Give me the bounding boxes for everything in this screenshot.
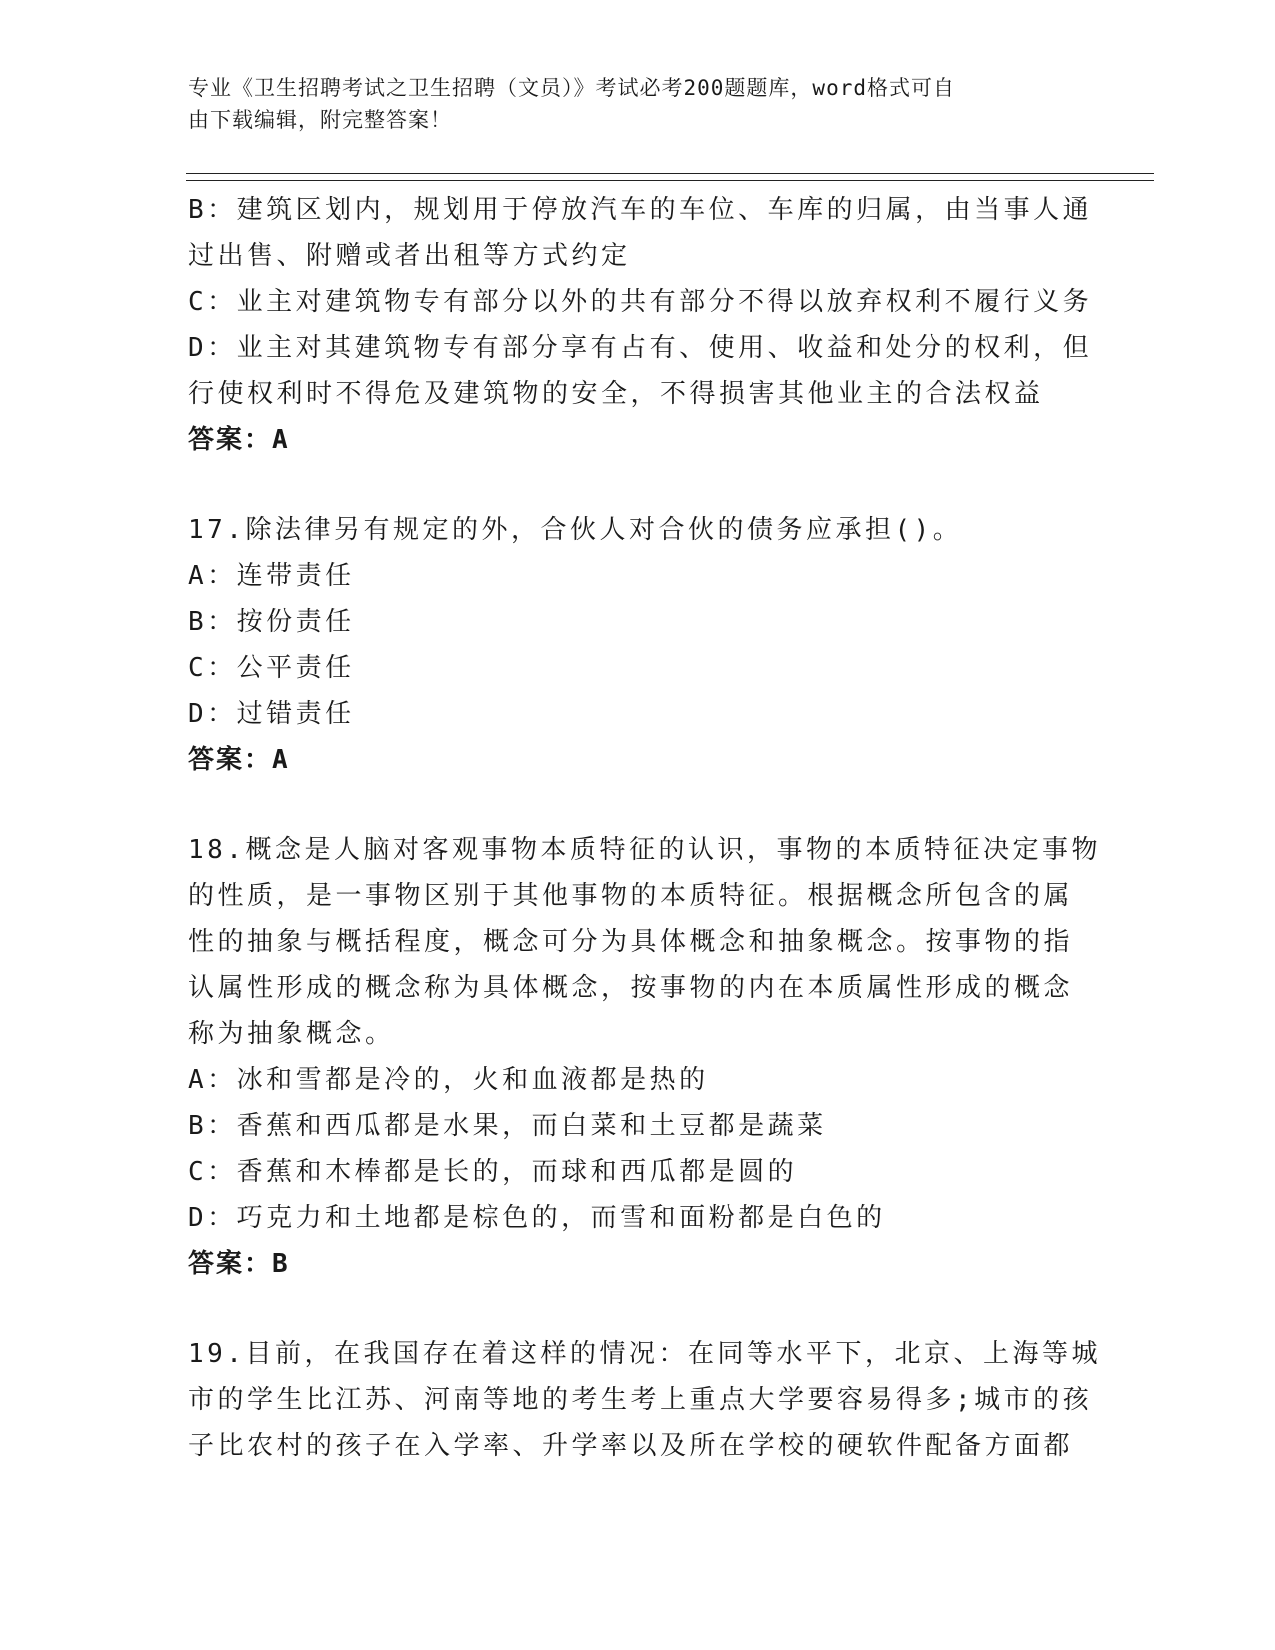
option-b: B：香蕉和西瓜都是水果，而白菜和土豆都是蔬菜 — [188, 1111, 827, 1141]
answer-label: 答案：A — [188, 425, 290, 455]
question-stem: 17.除法律另有规定的外，合伙人对合伙的债务应承担()。 — [188, 515, 963, 545]
option-a: A：冰和雪都是冷的，火和血液都是热的 — [188, 1065, 709, 1095]
question-list — [188, 187, 1101, 1469]
document-header — [188, 72, 1068, 136]
header-rule-bottom — [186, 180, 1154, 181]
question-stem-line: 称为抽象概念。 — [188, 1019, 395, 1049]
option-d: D：过错责任 — [188, 699, 355, 729]
header-rule-top — [186, 173, 1154, 174]
answer-label: 答案：A — [188, 745, 290, 775]
question-stem-line: 19.目前，在我国存在着这样的情况：在同等水平下，北京、上海等城 — [188, 1339, 1101, 1369]
header-line: 由下载编辑，附完整答案！ — [188, 108, 452, 132]
option-d: D：巧克力和土地都是棕色的，而雪和面粉都是白色的 — [188, 1203, 886, 1233]
question-16 — [188, 187, 1093, 463]
spacer — [188, 783, 1088, 827]
question-19 — [188, 1331, 1101, 1469]
question-stem-line: 认属性形成的概念称为具体概念，按事物的内在本质属性形成的概念 — [188, 973, 1074, 1003]
question-stem-line: 子比农村的孩子在入学率、升学率以及所在学校的硬软件配备方面都 — [188, 1431, 1074, 1461]
spacer — [188, 463, 1088, 507]
answer-label: 答案：B — [188, 1249, 290, 1279]
option-d-line: D：业主对其建筑物专有部分享有占有、使用、收益和处分的权利，但 — [188, 333, 1093, 363]
option-b-line: 过出售、附赠或者出租等方式约定 — [188, 241, 631, 271]
question-stem-line: 18.概念是人脑对客观事物本质特征的认识，事物的本质特征决定事物 — [188, 835, 1101, 865]
option-c-line: C：业主对建筑物专有部分以外的共有部分不得以放弃权利不履行义务 — [188, 287, 1093, 317]
option-d-line: 行使权利时不得危及建筑物的安全，不得损害其他业主的合法权益 — [188, 379, 1044, 409]
question-stem-line: 的性质，是一事物区别于其他事物的本质特征。根据概念所包含的属 — [188, 881, 1074, 911]
option-a: A：连带责任 — [188, 561, 355, 591]
option-c: C：公平责任 — [188, 653, 355, 683]
option-b-line: B：建筑区划内，规划用于停放汽车的车位、车库的归属，由当事人通 — [188, 195, 1093, 225]
question-17 — [188, 507, 1088, 783]
question-stem-line: 性的抽象与概括程度，概念可分为具体概念和抽象概念。按事物的指 — [188, 927, 1074, 957]
question-18 — [188, 827, 1101, 1287]
question-stem-line: 市的学生比江苏、河南等地的考生考上重点大学要容易得多;城市的孩 — [188, 1385, 1093, 1415]
option-c: C：香蕉和木棒都是长的，而球和西瓜都是圆的 — [188, 1157, 798, 1187]
option-b: B：按份责任 — [188, 607, 355, 637]
spacer — [188, 1287, 1088, 1331]
header-line: 专业《卫生招聘考试之卫生招聘（文员）》考试必考200题题库，word格式可自 — [188, 76, 955, 100]
